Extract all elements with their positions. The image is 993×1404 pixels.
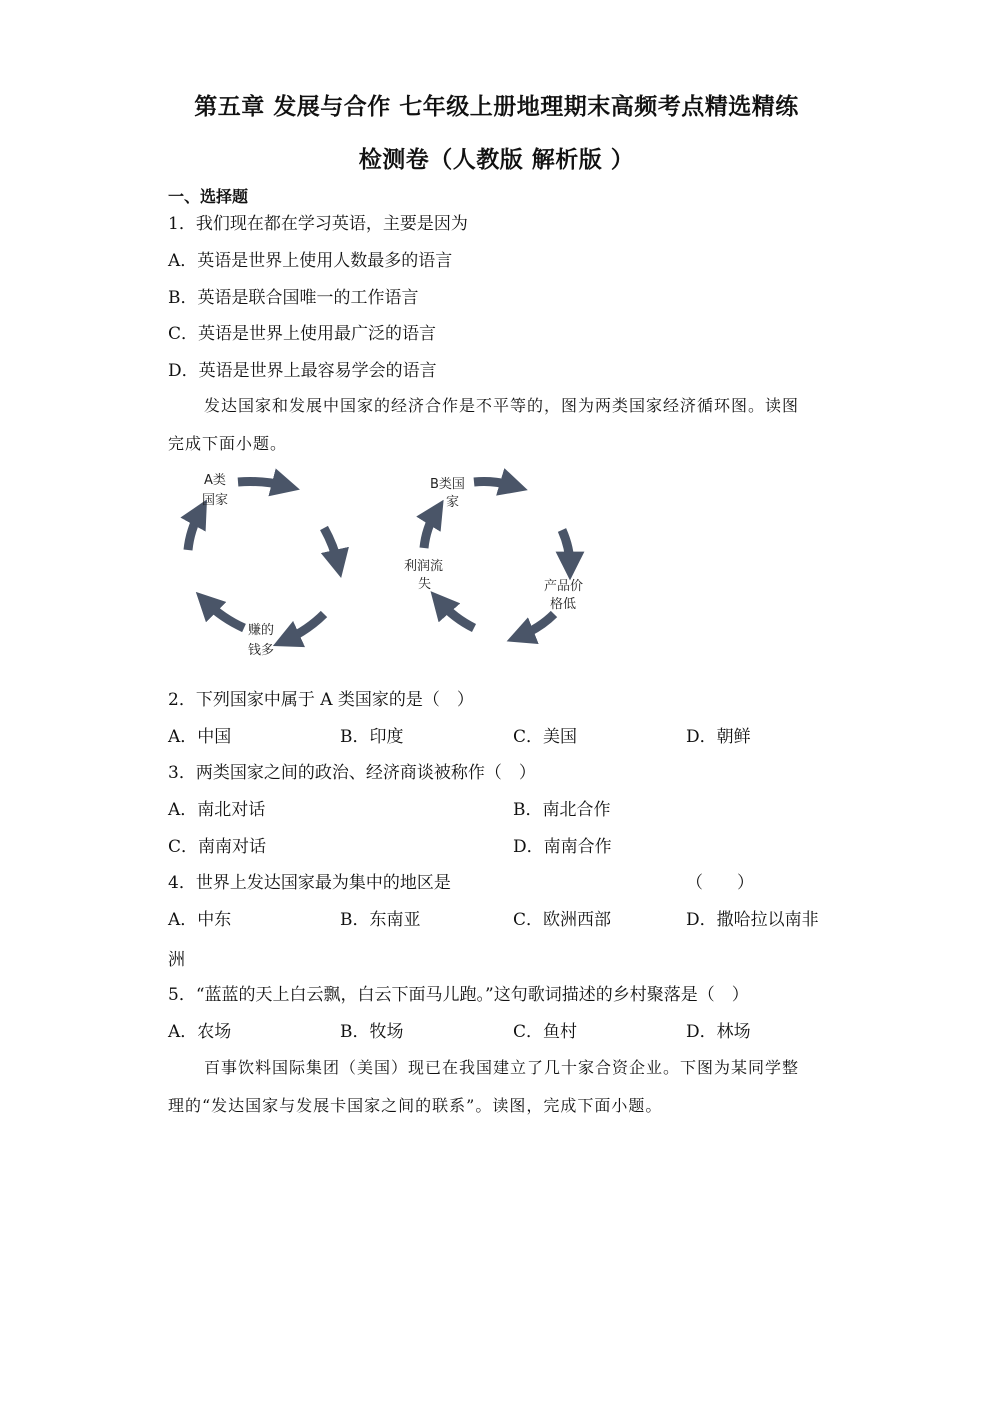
- q4-option-a: A．中东: [168, 910, 232, 930]
- cycle-b-left-label-2: 失: [418, 577, 432, 592]
- cycle-a-arrow-top: [238, 482, 286, 487]
- section-heading: 一、选择题: [168, 187, 249, 206]
- q3-option-b: B．南北合作: [513, 800, 611, 820]
- q4-option-d: D．撒哈拉以南非: [686, 910, 819, 930]
- cycle-a-label-1: A类: [204, 473, 226, 488]
- cycle-b-arrow-bottom-left: [440, 602, 474, 628]
- q5-stem: 5．“蓝蓝的天上白云飘，白云下面马儿跑。”这句歌词描述的乡村聚落是（ ）: [168, 985, 749, 1005]
- q3-option-a: A．南北对话: [168, 800, 266, 820]
- q1-option-a: A．英语是世界上使用人数最多的语言: [168, 251, 453, 271]
- cycle-a-arrow-bottom-left: [206, 602, 244, 628]
- q2-option-b: B．印度: [340, 727, 404, 747]
- cycle-b-label-1: B类国: [430, 477, 465, 492]
- passage1-line-1: 发达国家和发展中国家的经济合作是不平等的，图为两类国家经济循环图。读图: [204, 396, 800, 415]
- cycle-b-bottom-label-2: 格低: [550, 597, 577, 612]
- cycle-a-bottom-label-1: 赚的: [248, 623, 275, 638]
- cycle-b-arrow-right: [562, 530, 570, 566]
- cycle-a-arrow-bottom-right: [286, 614, 324, 640]
- q4-option-b: B．东南亚: [340, 910, 421, 930]
- cycle-a-label-2: 国家: [202, 493, 229, 508]
- cycle-b-label-2: 家: [446, 495, 460, 510]
- q3-stem: 3．两类国家之间的政治、经济商谈被称作（ ）: [168, 763, 536, 783]
- q1-option-b: B．英语是联合国唯一的工作语言: [168, 288, 419, 308]
- passage2-line-1: 百事饮料国际集团（美国）现已在我国建立了几十家合资企业。下图为某同学整: [204, 1058, 800, 1077]
- q5-option-c: C．鱼村: [513, 1022, 578, 1042]
- title-line-2: 检测卷（人教版 解析版 ）: [358, 147, 635, 173]
- cycle-a-bottom-label-2: 钱多: [248, 643, 275, 658]
- q1-stem: 1．我们现在都在学习英语，主要是因为: [168, 214, 468, 234]
- q3-option-d: D．南南合作: [513, 837, 612, 857]
- cycle-a-arrow-left: [188, 512, 200, 550]
- q4-answer-paren: （ ）: [686, 873, 754, 893]
- q5-option-a: A．农场: [168, 1022, 232, 1042]
- q1-option-c: C．英语是世界上使用最广泛的语言: [168, 324, 437, 344]
- q2-stem: 2．下列国家中属于 A 类国家的是（ ）: [168, 690, 474, 710]
- cycle-b-left-label-1: 利润流: [404, 559, 444, 574]
- cycle-b-arrow-left: [424, 512, 436, 548]
- cycle-a: [188, 472, 338, 658]
- cycle-b-arrow-bottom-right: [520, 614, 554, 636]
- q1-option-d: D．英语是世界上最容易学会的语言: [168, 361, 437, 381]
- q4-option-d-wrap: 洲: [168, 950, 185, 970]
- title-line-1: 第五章 发展与合作 七年级上册地理期末高频考点精选精练: [194, 94, 799, 120]
- q2-option-d: D．朝鲜: [686, 727, 751, 747]
- passage1-line-2: 完成下面小题。: [168, 434, 288, 453]
- q2-option-c: C．美国: [513, 727, 578, 747]
- q4-option-c: C．欧洲西部: [513, 910, 612, 930]
- cycle-b-arrow-top: [474, 482, 514, 487]
- cycle-b: [404, 476, 583, 636]
- economic-cycle-diagram: [168, 462, 608, 672]
- q5-option-b: B．牧场: [340, 1022, 404, 1042]
- q4-stem: 4．世界上发达国家最为集中的地区是: [168, 873, 451, 893]
- passage2-line-2: 理的“发达国家与发展卡国家之间的联系”。读图，完成下面小题。: [168, 1096, 663, 1115]
- cycle-a-arrow-right: [324, 528, 338, 564]
- q3-option-c: C．南南对话: [168, 837, 267, 857]
- q2-option-a: A．中国: [168, 727, 232, 747]
- q5-option-d: D．林场: [686, 1022, 751, 1042]
- cycle-b-bottom-label-1: 产品价: [544, 579, 584, 594]
